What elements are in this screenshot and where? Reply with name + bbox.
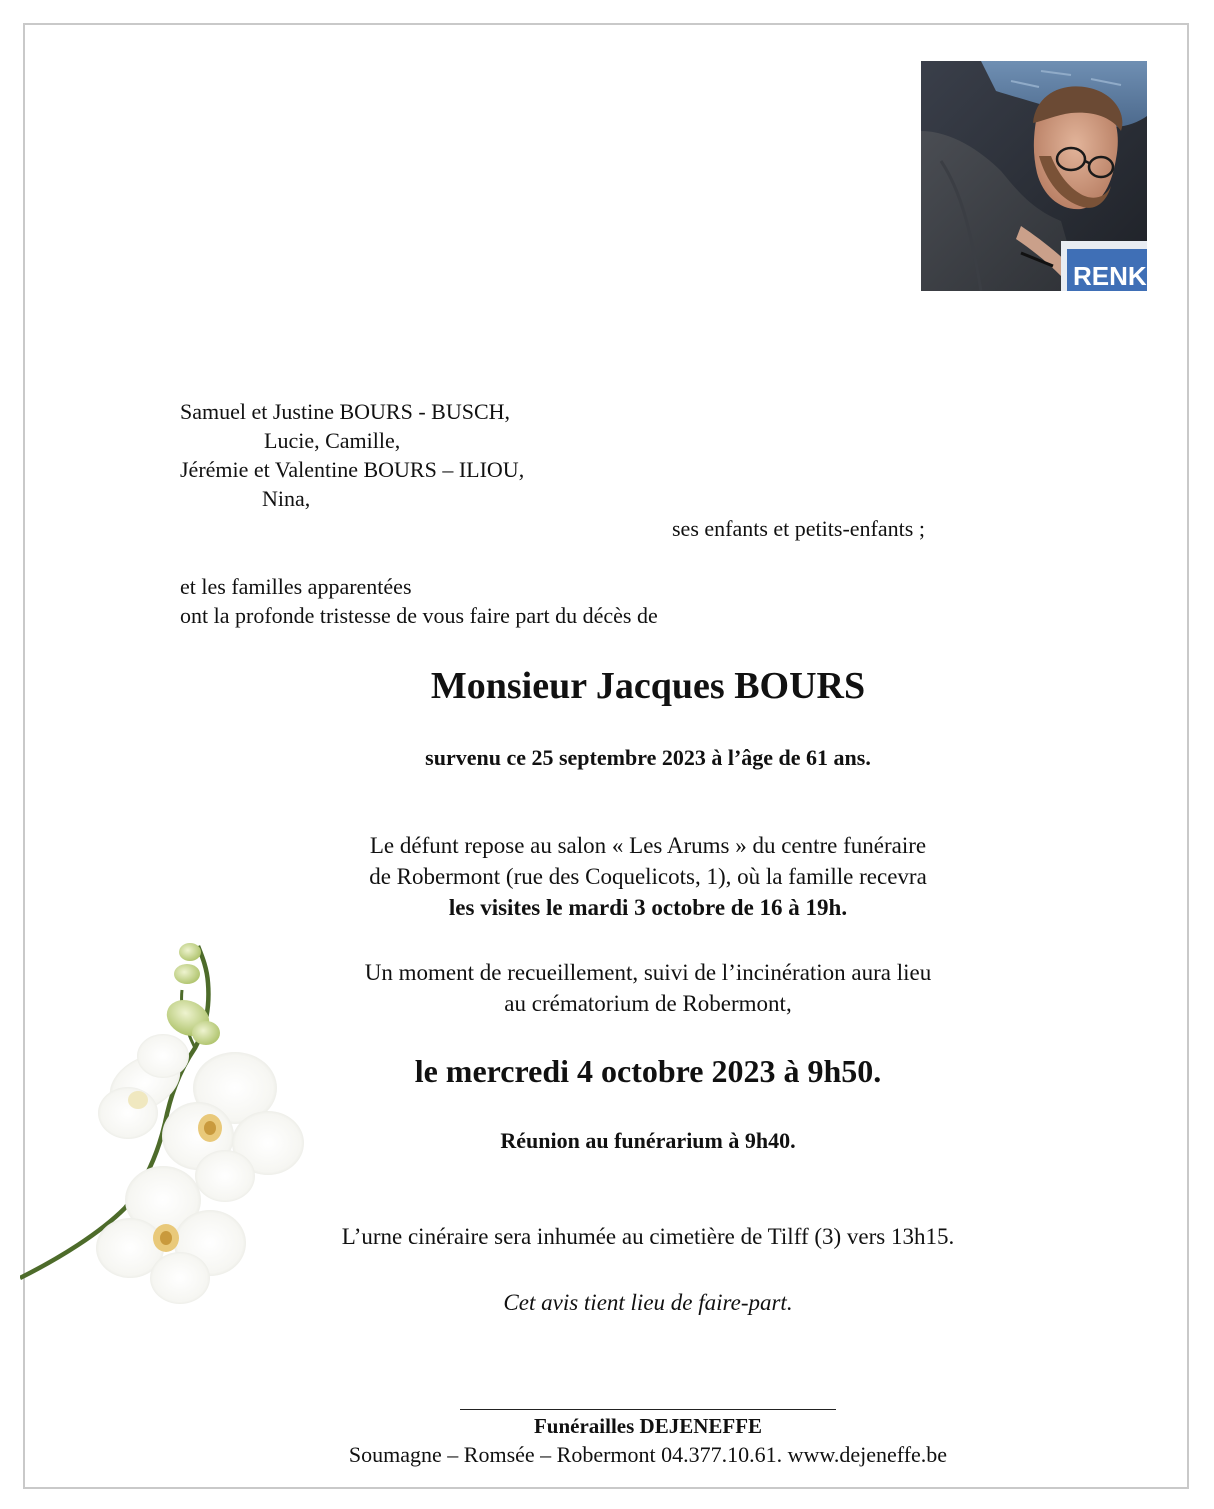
meeting-time: Réunion au funérarium à 9h40. [500,1128,796,1153]
footer-divider [460,1409,836,1410]
funeral-home-contact: Soumagne – Romsée – Robermont 04.377.10.61. www.dejeneffe.be [348,1442,948,1467]
family-line-2-text: Lucie, Camille, [264,428,401,453]
intro-line-2: ont la profonde tristesse de vous faire part du décès de [180,603,658,628]
ceremony-info [0,957,1214,1019]
ceremony-date: le mercredi 4 octobre 2023 à 9h50. [414,1053,882,1089]
photo-sign-text: RENK [1073,261,1147,291]
visit-line-2: de Robermont (rue des Coquelicots, 1), où la famille recevra [369,864,927,889]
visit-info [0,830,1214,923]
deceased-name: Monsieur Jacques BOURS [430,665,866,707]
notice-text: Cet avis tient lieu de faire-part. [503,1290,793,1315]
visit-hours: les visites le mardi 3 octobre de 16 à 19h. [448,895,848,920]
urn-info: L’urne cinéraire sera inhumée au cimetière de Tilff (3) vers 13h15. [341,1224,955,1249]
children-label: ses enfants et petits-enfants ; [672,516,925,541]
family-line-3: Jérémie et Valentine BOURS – ILIOU, [180,457,525,482]
family-list [180,397,524,513]
ceremony-line-1: Un moment de recueillement, suivi de l’incinération aura lieu [364,960,932,985]
family-line-4-text: Nina, [262,486,311,511]
family-line-4 [180,484,524,513]
portrait-photo [921,61,1147,291]
funeral-home-name: Funérailles DEJENEFFE [533,1414,763,1438]
death-date: survenu ce 25 septembre 2023 à l’âge de 61 ans. [425,745,871,770]
family-line-1: Samuel et Justine BOURS - BUSCH, [180,399,511,424]
family-line-2 [180,426,524,455]
announcement-intro [180,572,658,630]
intro-line-1: et les familles apparentées [180,574,412,599]
ceremony-line-2: au crématorium de Robermont, [504,991,792,1016]
visit-line-1: Le défunt repose au salon « Les Arums » du centre funéraire [369,833,927,858]
